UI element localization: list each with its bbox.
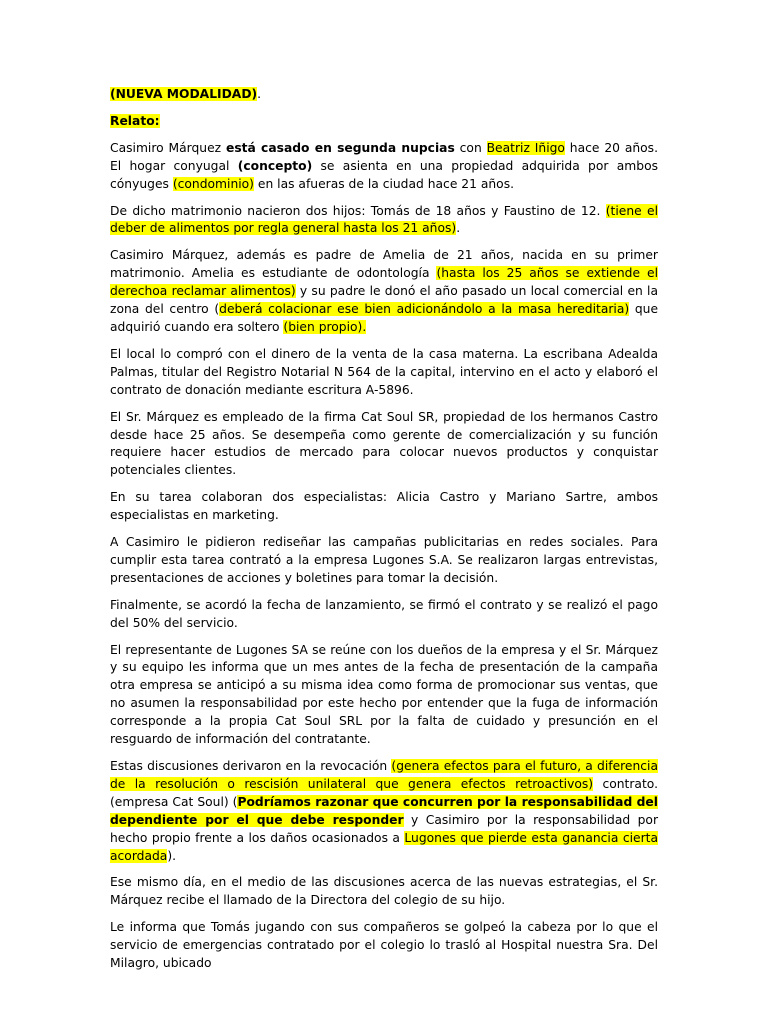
highlighted-text: (condominio) <box>172 176 254 191</box>
text-run: Casimiro Márquez <box>110 140 226 155</box>
document-page <box>110 86 658 982</box>
text-run: ). <box>167 848 177 863</box>
paragraph <box>110 140 658 194</box>
text-run: Finalmente, se acordó la fecha de lanzamiento, se firmó el contrato y se realizó el pago del 50% del servicio. <box>110 597 658 630</box>
highlighted-text: (bien propio). <box>283 319 367 334</box>
text-run: que adquirió cuando era soltero <box>110 302 659 334</box>
paragraph <box>110 247 658 337</box>
highlighted-text: deberá colacionar ese bien adicionándolo a la masa hereditaria) <box>219 302 630 317</box>
heading-suffix: . <box>257 87 262 101</box>
text-run: en las afueras de la ciudad hace 21 años. <box>253 176 515 191</box>
text-run: El representante de Lugones SA se reúne con los dueños de la empresa y el Sr. Márquez y su equipo les informa que un mes antes de la fecha de presentación de la campaña otra empresa se anticipó a su misma idea como forma de promocionar sus ventas, que no asumen la responsabilidad por este hecho por entender que la fuga de información corresponde a la propia Cat Soul SRL por la falta de cuidado y presunción en el resguardo de información del contratante. <box>110 642 658 747</box>
paragraph <box>110 203 658 239</box>
text-run: está casado en segunda nupcias <box>225 140 455 155</box>
text-run: contrato. (empresa Cat Soul) ( <box>110 776 658 809</box>
paragraph <box>110 758 658 865</box>
highlighted-text: (genera efectos para el futuro, a diferencia de la resolución o rescisión unilateral que genera efectos retroactivos) <box>110 759 658 791</box>
text-run: De dicho matrimonio nacieron dos hijos: Tomás de 18 años y Faustino de 12. <box>110 203 606 218</box>
text-run: El local lo compró con el dinero de la venta de la casa materna. La escribana Adealda Palmas, titular del Registro Notarial N 564 de la capital, intervino en el acto y elaboró el contrato de donación mediante escritura A-5896. <box>110 346 658 397</box>
highlighted-text: (tiene el deber de alimentos por regla general hasta los 21 años) <box>110 203 658 236</box>
text-run: A Casimiro le pidieron rediseñar las campañas publicitarias en redes sociales. Para cumplir esta tarea contrató a la empresa Lugones S.A. Se realizaron largas entrevistas, presentaciones de acciones y boletines para tomar la decisión. <box>110 535 658 585</box>
text-run: con <box>454 140 487 155</box>
text-run: Le informa que Tomás jugando con sus compañeros se golpeó la cabeza por lo que el servicio de emergencias contratado por el colegio lo trasló al Hospital nuestra Sra. Del Milagro, ubicado <box>110 920 658 971</box>
document-body <box>110 140 658 973</box>
paragraph <box>110 919 658 973</box>
paragraph <box>110 409 658 481</box>
paragraph <box>110 597 658 633</box>
text-run: Estas discusiones derivaron en la revocación <box>110 759 392 773</box>
text-run: El Sr. Márquez es empleado de la firma Cat Soul SR, propiedad de los hermanos Castro desde hace 25 años. Se desempeña como gerente de comercialización y su función requiere hacer estudios de mercado para colocar nuevos productos y conquistar potenciales clientes. <box>110 409 658 478</box>
text-run: se asienta en una propiedad adquirida por ambos cónyuges <box>110 158 658 191</box>
text-run: y su padre le donó el año pasado un local comercial en la zona del centro ( <box>110 284 658 317</box>
paragraph <box>110 346 658 400</box>
paragraph <box>110 489 658 525</box>
document-heading <box>110 86 658 104</box>
highlighted-text: (hasta los 25 años se extiende el derechoa reclamar alimentos) <box>110 266 658 299</box>
paragraph <box>110 874 658 910</box>
text-run: Casimiro Márquez, además es padre de Amelia de 21 años, nacida en su primer matrimonio. Amelia es estudiante de odontología <box>110 248 658 281</box>
text-run: Ese mismo día, en el medio de las discusiones acerca de las nuevas estrategias, el Sr. Márquez recibe el llamado de la Directora del colegio de su hijo. <box>110 875 658 908</box>
heading-text: (NUEVA MODALIDAD) <box>110 87 258 101</box>
text-run: En su tarea colaboran dos especialistas: Alicia Castro y Mariano Sartre, ambos especialistas en marketing. <box>110 490 658 523</box>
paragraph <box>110 534 658 588</box>
highlighted-text: Podríamos razonar que concurren por la responsabilidad del dependiente por el que debe responder <box>110 794 658 827</box>
text-run: . <box>456 221 461 236</box>
highlighted-text: Lugones que pierde esta ganancia cierta acordada <box>110 830 658 863</box>
text-run: y Casimiro por la responsabilidad por hecho propio frente a los daños ocasionados a <box>110 812 659 845</box>
section-label-text: Relato: <box>110 113 160 128</box>
text-run: hace 20 años. El hogar conyugal <box>110 140 658 173</box>
highlighted-text: Beatriz Iñigo <box>486 140 565 155</box>
paragraph <box>110 642 658 749</box>
section-label <box>110 113 658 131</box>
text-run: (concepto) <box>237 158 313 173</box>
